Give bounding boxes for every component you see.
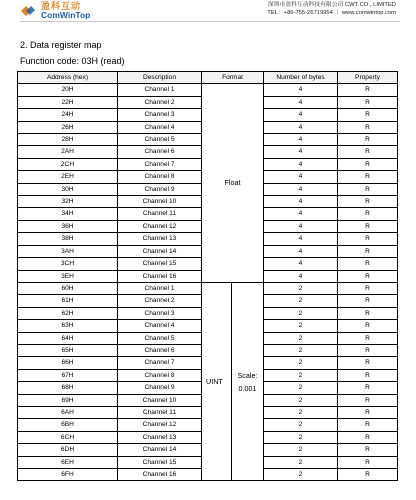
- address-cell: 28H: [18, 134, 118, 146]
- address-cell: 26H: [18, 121, 118, 133]
- description-cell: Channel 10: [118, 196, 202, 208]
- property-cell: R: [338, 134, 398, 146]
- property-cell: R: [338, 469, 398, 481]
- address-cell: 62H: [18, 307, 118, 319]
- address-cell: 6FH: [18, 469, 118, 481]
- description-cell: Channel 11: [118, 406, 202, 418]
- bytes-cell: 2: [264, 307, 338, 319]
- bytes-cell: 2: [264, 469, 338, 481]
- description-cell: Channel 1: [118, 84, 202, 96]
- company-info: [267, 1, 396, 17]
- address-cell: 60H: [18, 282, 118, 294]
- property-cell: R: [338, 344, 398, 356]
- description-cell: Channel 11: [118, 208, 202, 220]
- description-cell: Channel 10: [118, 394, 202, 406]
- address-cell: 22H: [18, 96, 118, 108]
- description-cell: Channel 3: [118, 307, 202, 319]
- description-cell: Channel 4: [118, 121, 202, 133]
- bytes-cell: 2: [264, 295, 338, 307]
- company-name: 深圳市盈科互动科技有限公司 CWT CO., LIMITED: [267, 2, 396, 8]
- bytes-cell: 2: [264, 394, 338, 406]
- address-cell: 3AH: [18, 245, 118, 257]
- property-cell: R: [338, 258, 398, 270]
- property-cell: R: [338, 121, 398, 133]
- bytes-cell: 4: [264, 158, 338, 170]
- header-address: Address (hex): [18, 72, 118, 84]
- property-cell: R: [338, 158, 398, 170]
- bytes-cell: 4: [264, 270, 338, 282]
- address-cell: 68H: [18, 382, 118, 394]
- description-cell: Channel 14: [118, 245, 202, 257]
- property-cell: R: [338, 431, 398, 443]
- format-float-cell: Float: [202, 84, 264, 283]
- bytes-cell: 4: [264, 245, 338, 257]
- property-cell: R: [338, 307, 398, 319]
- company-contact: TEL：+86-755-26719954 ｜ www.comwintop.com: [267, 10, 396, 16]
- address-cell: 34H: [18, 208, 118, 220]
- header-divider: [20, 21, 400, 22]
- property-cell: R: [338, 369, 398, 381]
- property-cell: R: [338, 444, 398, 456]
- description-cell: Channel 15: [118, 456, 202, 468]
- property-cell: R: [338, 171, 398, 183]
- bytes-cell: 2: [264, 456, 338, 468]
- address-cell: 6DH: [18, 444, 118, 456]
- property-cell: R: [338, 96, 398, 108]
- property-cell: R: [338, 270, 398, 282]
- property-cell: R: [338, 208, 398, 220]
- address-cell: 6BH: [18, 419, 118, 431]
- bytes-cell: 4: [264, 109, 338, 121]
- address-cell: 30H: [18, 183, 118, 195]
- bytes-cell: 4: [264, 258, 338, 270]
- table-row: [18, 84, 398, 96]
- address-cell: 67H: [18, 369, 118, 381]
- address-cell: 20H: [18, 84, 118, 96]
- property-cell: R: [338, 406, 398, 418]
- address-cell: 6EH: [18, 456, 118, 468]
- header-description: Description: [118, 72, 202, 84]
- description-cell: Channel 13: [118, 233, 202, 245]
- bytes-cell: 4: [264, 96, 338, 108]
- bytes-cell: 2: [264, 282, 338, 294]
- property-cell: R: [338, 320, 398, 332]
- bytes-cell: 2: [264, 344, 338, 356]
- page-header: [0, 0, 416, 22]
- header-bytes: Number of bytes: [264, 72, 338, 84]
- description-cell: Channel 8: [118, 369, 202, 381]
- address-cell: 3CH: [18, 258, 118, 270]
- address-cell: 38H: [18, 233, 118, 245]
- description-cell: Channel 16: [118, 270, 202, 282]
- bytes-cell: 2: [264, 431, 338, 443]
- address-cell: 2CH: [18, 158, 118, 170]
- bytes-cell: 4: [264, 196, 338, 208]
- address-cell: 61H: [18, 295, 118, 307]
- format-scale-cell: Scale: 0.001: [232, 282, 264, 481]
- bytes-cell: 4: [264, 134, 338, 146]
- description-cell: Channel 12: [118, 220, 202, 232]
- address-cell: 32H: [18, 196, 118, 208]
- address-cell: 36H: [18, 220, 118, 232]
- description-cell: Channel 13: [118, 431, 202, 443]
- address-cell: 63H: [18, 320, 118, 332]
- address-cell: 69H: [18, 394, 118, 406]
- property-cell: R: [338, 233, 398, 245]
- property-cell: R: [338, 456, 398, 468]
- description-cell: Channel 12: [118, 419, 202, 431]
- bytes-cell: 2: [264, 382, 338, 394]
- address-cell: 64H: [18, 332, 118, 344]
- description-cell: Channel 9: [118, 382, 202, 394]
- bytes-cell: 2: [264, 419, 338, 431]
- address-cell: 2EH: [18, 171, 118, 183]
- bytes-cell: 4: [264, 220, 338, 232]
- property-cell: R: [338, 146, 398, 158]
- property-cell: R: [338, 295, 398, 307]
- logo-mark-icon: [20, 5, 36, 17]
- property-cell: R: [338, 357, 398, 369]
- function-code-label: Function code: 03H (read): [20, 56, 125, 66]
- bytes-cell: 2: [264, 369, 338, 381]
- property-cell: R: [338, 394, 398, 406]
- bytes-cell: 2: [264, 444, 338, 456]
- description-cell: Channel 2: [118, 96, 202, 108]
- bytes-cell: 2: [264, 357, 338, 369]
- property-cell: R: [338, 282, 398, 294]
- description-cell: Channel 5: [118, 332, 202, 344]
- description-cell: Channel 2: [118, 295, 202, 307]
- property-cell: R: [338, 382, 398, 394]
- bytes-cell: 2: [264, 320, 338, 332]
- bytes-cell: 4: [264, 208, 338, 220]
- description-cell: Channel 6: [118, 344, 202, 356]
- description-cell: Channel 4: [118, 320, 202, 332]
- header-format: Format: [202, 72, 264, 84]
- logo-english-text: ComWinTop: [41, 10, 91, 20]
- property-cell: R: [338, 183, 398, 195]
- description-cell: Channel 9: [118, 183, 202, 195]
- table-header-row: [18, 72, 398, 84]
- address-cell: 6CH: [18, 431, 118, 443]
- header-property: Property: [338, 72, 398, 84]
- property-cell: R: [338, 220, 398, 232]
- bytes-cell: 4: [264, 84, 338, 96]
- bytes-cell: 4: [264, 146, 338, 158]
- table-body: [18, 84, 398, 481]
- property-cell: R: [338, 196, 398, 208]
- description-cell: Channel 6: [118, 146, 202, 158]
- bytes-cell: 4: [264, 183, 338, 195]
- table-row: [18, 282, 398, 294]
- property-cell: R: [338, 109, 398, 121]
- property-cell: R: [338, 419, 398, 431]
- property-cell: R: [338, 84, 398, 96]
- description-cell: Channel 14: [118, 444, 202, 456]
- property-cell: R: [338, 332, 398, 344]
- description-cell: Channel 5: [118, 134, 202, 146]
- bytes-cell: 4: [264, 171, 338, 183]
- format-uint-cell: UINT: [202, 282, 232, 481]
- bytes-cell: 2: [264, 332, 338, 344]
- address-cell: 2AH: [18, 146, 118, 158]
- description-cell: Channel 7: [118, 357, 202, 369]
- description-cell: Channel 16: [118, 469, 202, 481]
- bytes-cell: 4: [264, 121, 338, 133]
- address-cell: 65H: [18, 344, 118, 356]
- bytes-cell: 2: [264, 406, 338, 418]
- property-cell: R: [338, 245, 398, 257]
- bytes-cell: 4: [264, 233, 338, 245]
- address-cell: 66H: [18, 357, 118, 369]
- register-map-table: [17, 71, 398, 481]
- address-cell: 24H: [18, 109, 118, 121]
- logo-chinese-text: 盈科互动: [41, 1, 82, 11]
- description-cell: Channel 1: [118, 282, 202, 294]
- description-cell: Channel 3: [118, 109, 202, 121]
- company-logo: [20, 2, 140, 20]
- description-cell: Channel 15: [118, 258, 202, 270]
- section-title: 2. Data register map: [20, 40, 102, 50]
- description-cell: Channel 8: [118, 171, 202, 183]
- address-cell: 3EH: [18, 270, 118, 282]
- description-cell: Channel 7: [118, 158, 202, 170]
- address-cell: 6AH: [18, 406, 118, 418]
